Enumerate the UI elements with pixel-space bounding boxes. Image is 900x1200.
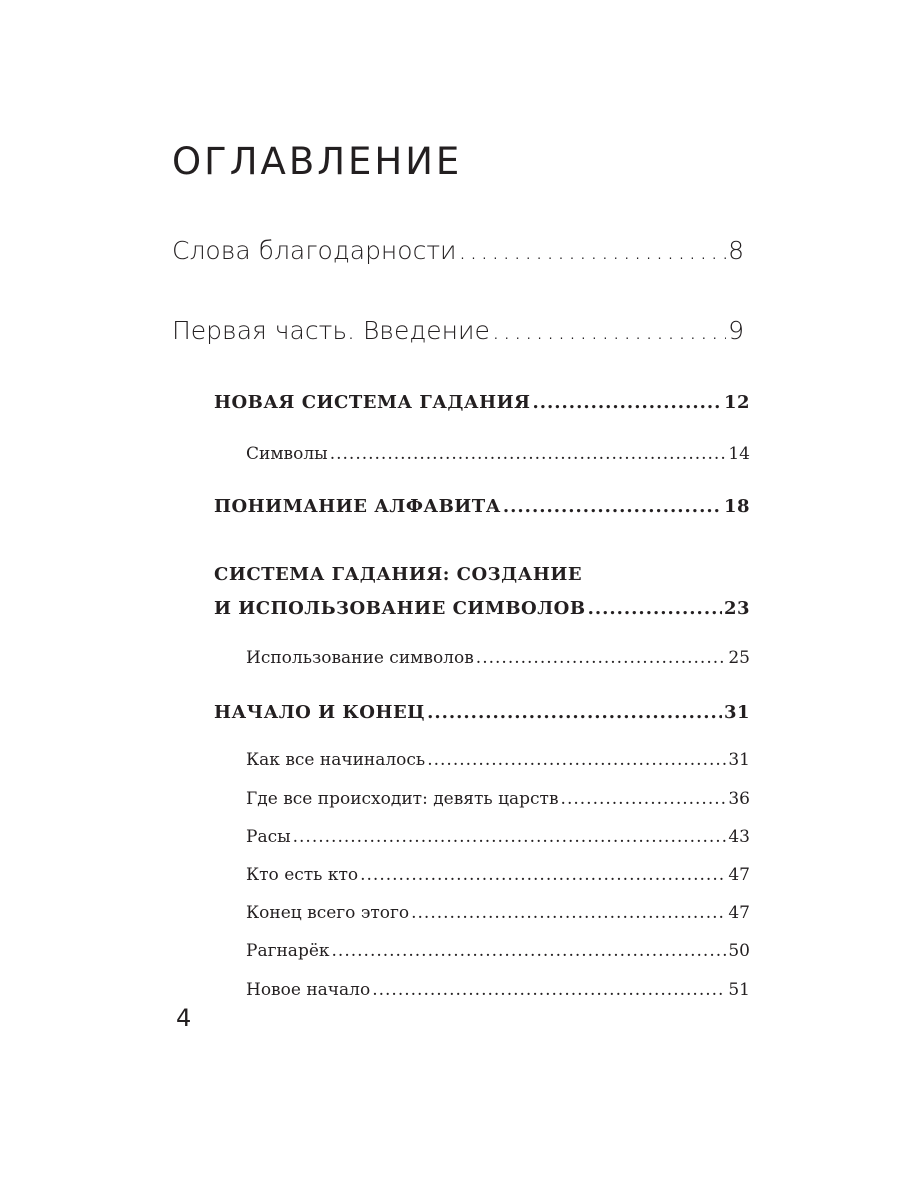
toc-page-number: 12 bbox=[723, 392, 750, 413]
dot-leader bbox=[492, 316, 726, 345]
dot-leader bbox=[561, 789, 727, 809]
toc-subentry-label: Кто есть кто bbox=[246, 865, 359, 885]
toc-subentry[interactable] bbox=[246, 980, 750, 1000]
toc-page-number: 18 bbox=[723, 496, 750, 517]
toc-page-number: 8 bbox=[728, 236, 744, 265]
dot-leader bbox=[332, 941, 727, 961]
toc-subentry[interactable] bbox=[246, 827, 750, 847]
toc-chapter-label: НАЧАЛО И КОНЕЦ bbox=[214, 702, 426, 723]
dot-leader bbox=[427, 750, 726, 770]
dot-leader bbox=[427, 702, 722, 723]
toc-subentry-label: Рагнарёк bbox=[246, 941, 330, 961]
dot-leader bbox=[459, 236, 727, 265]
toc-page-number: 31 bbox=[728, 750, 750, 770]
dot-leader bbox=[360, 865, 726, 885]
toc-page-number: 25 bbox=[728, 648, 750, 668]
toc-page-number: 23 bbox=[723, 598, 750, 619]
dot-leader bbox=[372, 980, 726, 1000]
toc-entry-acknowledgements[interactable] bbox=[172, 236, 744, 265]
toc-subentry-label: Конец всего этого bbox=[246, 903, 410, 923]
toc-page-number: 43 bbox=[728, 827, 750, 847]
toc-subentry[interactable] bbox=[246, 941, 750, 961]
toc-chapter-new-divination-system[interactable] bbox=[214, 392, 750, 413]
dot-leader bbox=[476, 648, 727, 668]
toc-chapter-label: И ИСПОЛЬЗОВАНИЕ СИМВОЛОВ bbox=[214, 598, 586, 619]
toc-chapter-understanding-alphabet[interactable] bbox=[214, 496, 750, 517]
page-title: ОГЛАВЛЕНИЕ bbox=[172, 140, 463, 183]
dot-leader bbox=[330, 444, 727, 464]
toc-chapter-label-line1[interactable]: СИСТЕМА ГАДАНИЯ: СОЗДАНИЕ bbox=[214, 564, 583, 585]
toc-subentry-using-symbols[interactable] bbox=[246, 648, 750, 668]
dot-leader bbox=[411, 903, 726, 923]
toc-page-number: 50 bbox=[728, 941, 750, 961]
toc-page-number: 47 bbox=[728, 865, 750, 885]
toc-entry-label: Слова благодарности bbox=[172, 236, 457, 265]
dot-leader bbox=[293, 827, 727, 847]
toc-subentry[interactable] bbox=[246, 789, 750, 809]
toc-chapter-label: НОВАЯ СИСТЕМА ГАДАНИЯ bbox=[214, 392, 531, 413]
toc-page-number: 14 bbox=[728, 444, 750, 464]
toc-subentry[interactable] bbox=[246, 750, 750, 770]
toc-subentry[interactable] bbox=[246, 903, 750, 923]
dot-leader bbox=[588, 598, 722, 619]
toc-subentry-label: Новое начало bbox=[246, 980, 371, 1000]
toc-page-number: 47 bbox=[728, 903, 750, 923]
toc-subentry-symbols[interactable] bbox=[246, 444, 750, 464]
page-number: 4 bbox=[176, 1004, 192, 1032]
dot-leader bbox=[503, 496, 722, 517]
toc-subentry[interactable] bbox=[246, 865, 750, 885]
toc-chapter-beginning-and-end[interactable] bbox=[214, 702, 750, 723]
toc-page-number: 31 bbox=[723, 702, 750, 723]
toc-subentry-label: Символы bbox=[246, 444, 328, 464]
toc-subentry-label: Где все происходит: девять царств bbox=[246, 789, 559, 809]
toc-subentry-label: Использование символов bbox=[246, 648, 474, 668]
toc-subentry-label: Как все начиналось bbox=[246, 750, 426, 770]
toc-chapter-creating-using-symbols[interactable] bbox=[214, 598, 750, 619]
toc-page-number: 9 bbox=[728, 316, 744, 345]
toc-entry-introduction[interactable] bbox=[172, 316, 744, 345]
toc-chapter-label: ПОНИМАНИЕ АЛФАВИТА bbox=[214, 496, 501, 517]
toc-page-number: 51 bbox=[728, 980, 750, 1000]
dot-leader bbox=[532, 392, 721, 413]
toc-page-number: 36 bbox=[728, 789, 750, 809]
toc-subentry-label: Расы bbox=[246, 827, 291, 847]
toc-entry-label: Первая часть. Введение bbox=[172, 316, 490, 345]
